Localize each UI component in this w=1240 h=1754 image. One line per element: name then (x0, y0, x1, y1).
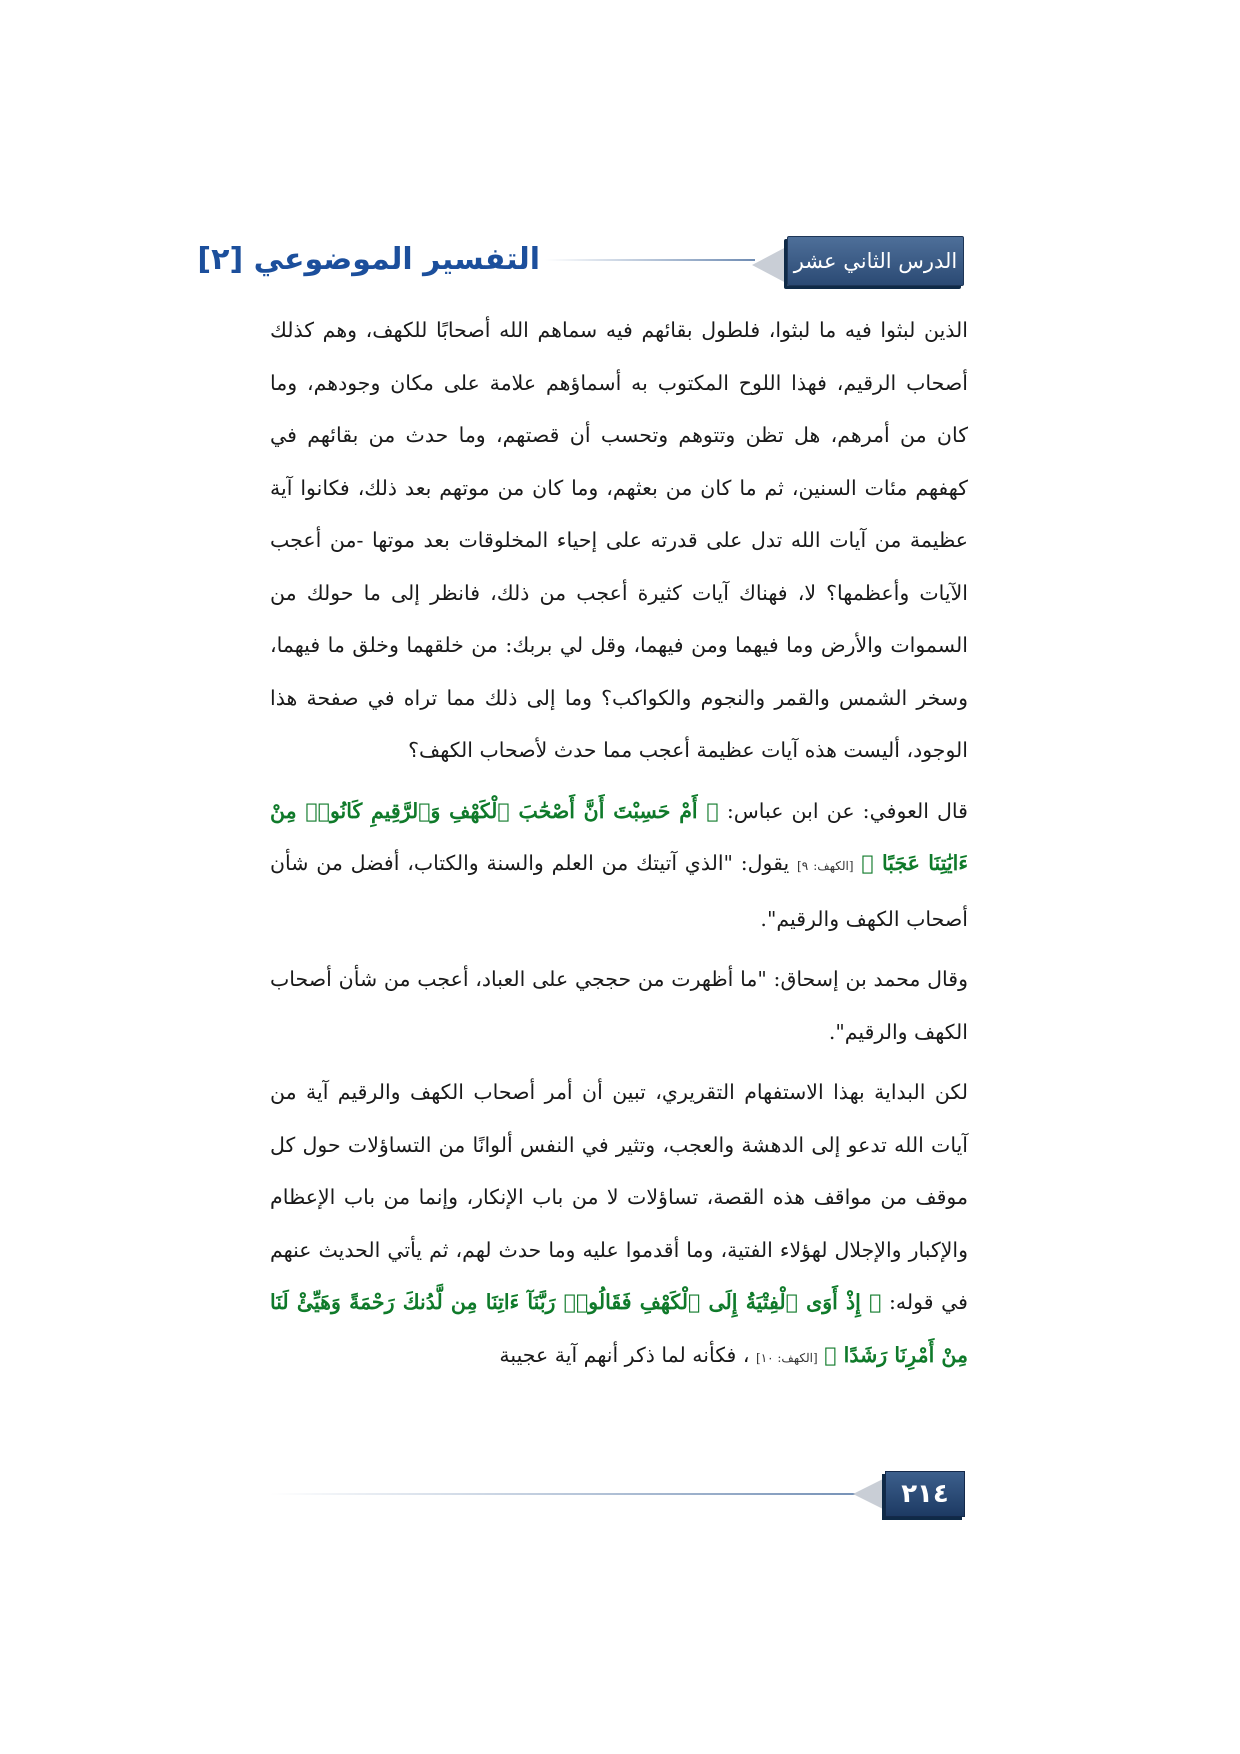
quran-verse-kahf-10: ﴿ إِذْ أَوَى ٱلْفِتْيَةُ إِلَى ٱلْكَهْفِ فَقَالُوا۟ رَبَّنَآ ءَاتِنَا مِن لَّدُنكَ رَحْمَةً وَهَيِّئْ لَنَا مِنْ أَمْرِنَا رَشَدًا ﴾ (270, 1290, 968, 1367)
paragraph-4 (270, 1066, 968, 1384)
header-tab-notch (752, 246, 788, 284)
paragraph-4-text: لكن البداية بهذا الاستفهام التقريري، تبين أن أمر أصحاب الكهف والرقيم آية من آيات الله تدعو إلى الدهشة والعجب، وتثير في النفس ألوانًا من التساؤلات حول كل موقف من مواقف هذه القصة، تساؤلات لا من باب الإنكار، وإنما من باب الإعظام والإكبار والإجلال لهؤلاء الفتية، وما أقدموا عليه وما حدث لهم، ثم يأتي الحديث عنهم في قوله: (270, 1080, 968, 1314)
footer-tab-notch (853, 1478, 885, 1510)
header-divider-line (545, 259, 755, 261)
paragraph-3: وقال محمد بن إسحاق: "ما أظهرت من حججي على العباد، أعجب من شأن أصحاب الكهف والرقيم". (270, 967, 968, 1044)
paragraph-2-text: يقول: "الذي آتيتك من العلم والسنة والكتاب، أفضل من شأن أصحاب الكهف والرقيم". (270, 851, 968, 931)
paragraph-2 (270, 785, 968, 946)
lesson-label: الدرس الثاني عشر (787, 236, 964, 286)
paragraph-1: الذين لبثوا فيه ما لبثوا، فلطول بقائهم فيه سماهم الله أصحابًا للكهف، وهم كذلك أصحاب الرقيم، فهذا اللوح المكتوب به أسماؤهم علامة على مكان وجودهم، وما كان من أمرهم، هل تظن وتتوهم وتحسب أن قصتهم، وما حدث من بقائهم في كهفهم مئات السنين، ثم ما كان من بعثهم، وما كان من موتهم بعد ذلك، فكانوا آية عظيمة من آيات الله تدل على قدرته على إحياء المخلوقات بعد موتها -من أعجب الآيات وأعظمها؟ لا، فهناك آيات كثيرة أعجب من ذلك، فانظر إلى ما حولك من السموات والأرض وما فيهما ومن فيهما، وقل لي بربك: من خلقهما وخلق ما فيهما، وسخر الشمس والقمر والنجوم والكواكب؟ وما إلى ذلك مما تراه في صفحة هذا الوجود، أليست هذه آيات عظيمة أعجب مما حدث لأصحاب الكهف؟ (270, 318, 968, 762)
quran-verse-kahf-9: ﴿ أَمْ حَسِبْتَ أَنَّ أَصْحَٰبَ ٱلْكَهْفِ وَٱلرَّقِيمِ كَانُوا۟ مِنْ ءَايَٰتِنَا عَجَبًا ﴾ (270, 798, 968, 875)
book-title: التفسير الموضوعي [٢] (197, 242, 540, 277)
verse-reference: [الكهف: ١٠] (756, 1350, 818, 1365)
verse-reference: [الكهف: ٩] (797, 859, 854, 873)
page-number: ٢١٤ (885, 1471, 965, 1517)
paragraph-4-end: ، فكأنه لما ذكر أنهم آية عجيبة (499, 1342, 750, 1367)
page-body (270, 304, 968, 1384)
footer-divider-line (270, 1493, 890, 1495)
paragraph-2-intro: قال العوفي: عن ابن عباس: (726, 798, 968, 823)
